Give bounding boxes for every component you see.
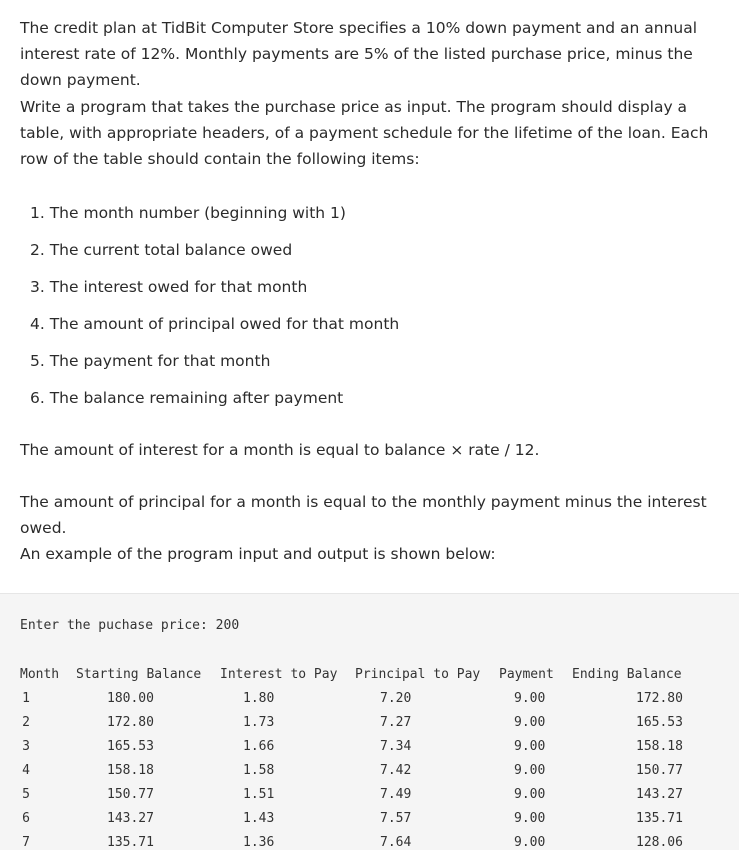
payment-schedule-table xyxy=(20,666,730,858)
header-interest-to-pay: Interest to Pay xyxy=(220,667,338,682)
cell-ending-balance: 172.80 xyxy=(636,691,683,706)
cell-interest: 1.43 xyxy=(243,811,275,826)
cell-interest: 1.66 xyxy=(243,739,275,754)
task-paragraph: Write a program that takes the purchase price as input. The program should display a table, with appropriate headers, of a payment schedule for the lifetime of the loan. Each row of the table should contain the following items: xyxy=(20,98,709,168)
header-payment: Payment xyxy=(499,667,554,682)
cell-ending-balance: 135.71 xyxy=(636,811,683,826)
example-intro-paragraph: An example of the program input and output is shown below: xyxy=(20,545,496,563)
cell-payment: 9.00 xyxy=(514,691,546,706)
cell-interest: 1.51 xyxy=(243,787,275,802)
cell-ending-balance: 143.27 xyxy=(636,787,683,802)
table-row xyxy=(20,810,730,834)
cell-principal: 7.49 xyxy=(380,787,412,802)
table-row xyxy=(20,762,730,786)
cell-ending-balance: 150.77 xyxy=(636,763,683,778)
cell-starting-balance: 135.71 xyxy=(107,835,154,850)
cell-month: 5 xyxy=(22,787,30,802)
principal-rule-paragraph: The amount of principal for a month is equal to the monthly payment minus the interest owed. xyxy=(20,493,707,537)
table-header-row xyxy=(20,666,730,690)
cell-interest: 1.36 xyxy=(243,835,275,850)
cell-principal: 7.64 xyxy=(380,835,412,850)
table-row xyxy=(20,786,730,810)
cell-interest: 1.58 xyxy=(243,763,275,778)
intro-paragraph: The credit plan at TidBit Computer Store specifies a 10% down payment and an annual interest rate of 12%. Monthly payments are 5% of the listed purchase price, minus the down payment. xyxy=(20,19,698,89)
interest-rule-paragraph: The amount of interest for a month is equal to balance × rate / 12. xyxy=(20,441,540,459)
cell-starting-balance: 165.53 xyxy=(107,739,154,754)
cell-starting-balance: 143.27 xyxy=(107,811,154,826)
list-item: 5. The payment for that month xyxy=(30,352,271,370)
input-prompt: Enter the puchase price: 200 xyxy=(20,618,240,633)
cell-payment: 9.00 xyxy=(514,739,546,754)
cell-month: 1 xyxy=(22,691,30,706)
header-ending-balance: Ending Balance xyxy=(572,667,682,682)
list-item: 4. The amount of principal owed for that month xyxy=(30,315,400,333)
example-output-block xyxy=(0,593,739,850)
cell-starting-balance: 180.00 xyxy=(107,691,154,706)
table-row xyxy=(20,834,730,858)
cell-month: 6 xyxy=(22,811,30,826)
list-item: 6. The balance remaining after payment xyxy=(30,389,344,407)
cell-starting-balance: 158.18 xyxy=(107,763,154,778)
cell-payment: 9.00 xyxy=(514,763,546,778)
cell-principal: 7.20 xyxy=(380,691,412,706)
cell-month: 3 xyxy=(22,739,30,754)
list-item: 1. The month number (beginning with 1) xyxy=(30,204,346,222)
cell-principal: 7.34 xyxy=(380,739,412,754)
cell-ending-balance: 165.53 xyxy=(636,715,683,730)
cell-month: 7 xyxy=(22,835,30,850)
header-principal-to-pay: Principal to Pay xyxy=(355,667,481,682)
cell-principal: 7.57 xyxy=(380,811,412,826)
list-item: 3. The interest owed for that month xyxy=(30,278,308,296)
table-row xyxy=(20,690,730,714)
cell-payment: 9.00 xyxy=(514,787,546,802)
table-row xyxy=(20,738,730,762)
cell-month: 4 xyxy=(22,763,30,778)
cell-ending-balance: 128.06 xyxy=(636,835,683,850)
cell-interest: 1.73 xyxy=(243,715,275,730)
cell-principal: 7.27 xyxy=(380,715,412,730)
requirements-list xyxy=(20,200,399,422)
header-starting-balance: Starting Balance xyxy=(76,667,202,682)
cell-payment: 9.00 xyxy=(514,835,546,850)
cell-payment: 9.00 xyxy=(514,715,546,730)
list-item: 2. The current total balance owed xyxy=(30,241,293,259)
cell-starting-balance: 172.80 xyxy=(107,715,154,730)
cell-payment: 9.00 xyxy=(514,811,546,826)
cell-starting-balance: 150.77 xyxy=(107,787,154,802)
cell-interest: 1.80 xyxy=(243,691,275,706)
header-month: Month xyxy=(20,667,60,682)
cell-ending-balance: 158.18 xyxy=(636,739,683,754)
table-row xyxy=(20,714,730,738)
cell-principal: 7.42 xyxy=(380,763,412,778)
cell-month: 2 xyxy=(22,715,30,730)
